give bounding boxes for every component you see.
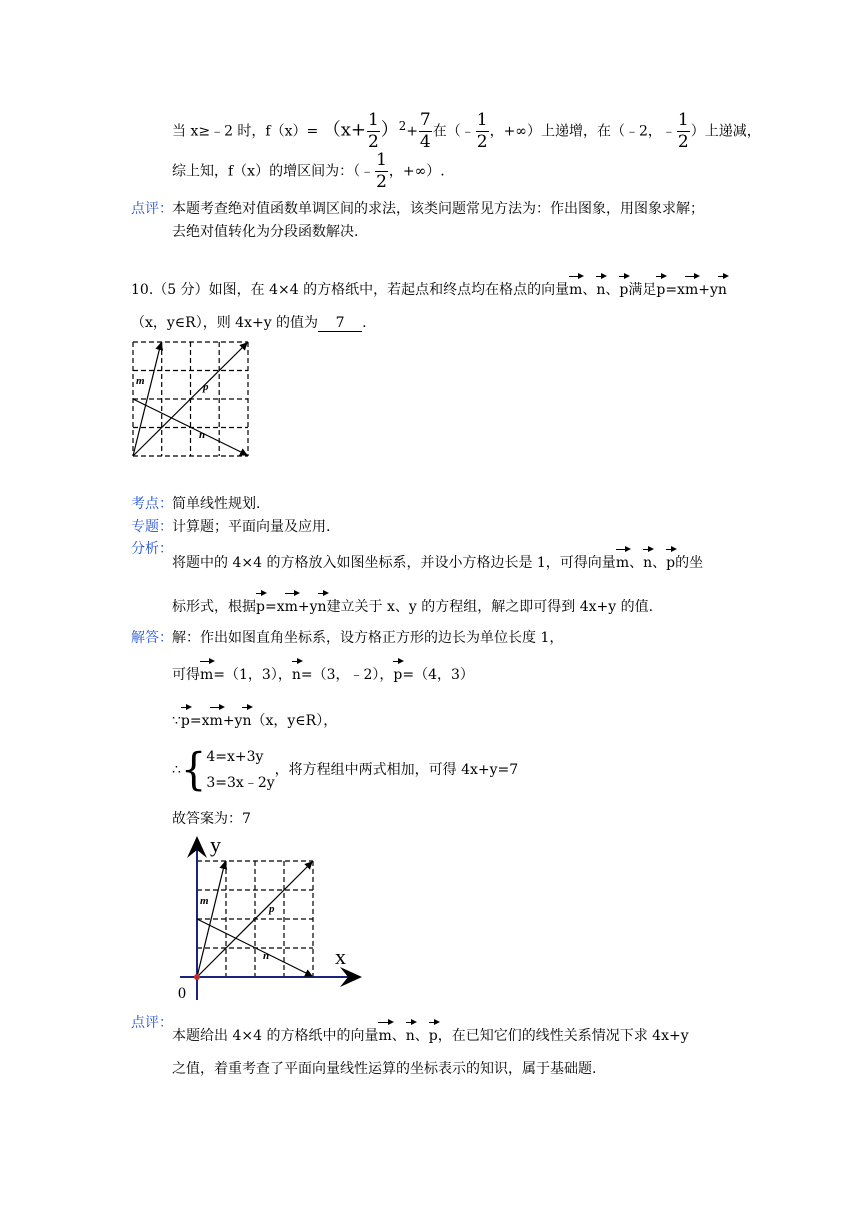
review-line-2: 去绝对值转化为分段函数解决. <box>172 224 359 240</box>
review2-label: 点评： <box>131 1015 173 1031</box>
label-n: n <box>199 429 206 441</box>
question-line-2: （x，y∈R），则 4x+y 的值为 7 . <box>131 315 367 331</box>
y-axis-label: y <box>210 832 221 857</box>
label-m: m <box>136 375 145 387</box>
review-label: 点评： <box>131 201 173 217</box>
review2-line-1: 本题给出 4×4 的方格纸中的向量m、n、p，在已知它们的线性关系情况下求 4x+y <box>172 1028 689 1044</box>
kaodian-label: 考点： <box>131 496 173 512</box>
kaodian-text: 简单线性规划. <box>172 496 261 512</box>
label-m: m <box>200 895 209 907</box>
jieda-line-2: 可得m=（1，3），n=（3，﹣2），p=（4，3） <box>172 667 474 683</box>
fenxi-line-1: 将题中的 4×4 的方格放入如图坐标系，并设小方格边长是 1，可得向量m、n、p的坐 <box>172 555 704 571</box>
label-n: n <box>263 950 270 962</box>
fraction: $\frac{1}{2}$ <box>376 150 387 192</box>
origin-point <box>194 974 200 980</box>
jieda-line-5: 故答案为：7 <box>172 811 251 827</box>
zhuanti-label: 专题： <box>131 519 173 535</box>
x-axis-label: x <box>335 944 346 969</box>
equation-system: 4=x+3y 3=3x﹣2y <box>206 749 275 791</box>
fraction: $\frac{7}{4}$ <box>419 110 431 152</box>
fraction: $\frac{1}{2}$ <box>677 110 689 152</box>
jieda-line-1: 解：作出如图直角坐标系，设方格正方形的边长为单位长度 1， <box>172 630 564 646</box>
equation-brace: { <box>180 744 207 796</box>
coordinate-figure <box>170 832 370 1004</box>
zhuanti-text: 计算题；平面向量及应用. <box>172 519 331 535</box>
review2-line-2: 之值，着重考查了平面向量线性运算的坐标表示的知识，属于基础题. <box>172 1061 597 1077</box>
fraction: $\frac{1}{2}$ <box>476 110 488 152</box>
label-p: p <box>203 381 209 393</box>
vector-m: m <box>569 282 583 298</box>
grid-figure <box>131 340 251 458</box>
solution-line-1: 当 x≥﹣2 时，f（x）= （x+ $\frac{1}{2}$ ）$^2$+ $\frac{7}{4}$ 在（﹣ $\frac{1}{2}$ ，+∞）上递增，在（﹣2，﹣ $\frac{1}{2}$ ）上递减， <box>172 110 761 152</box>
fenxi-line-2: 标形式，根据p=xm+yn建立关于 x、y 的方程组，解之即可得到 4x+y 的值. <box>172 599 654 615</box>
jieda-line-4: ∴{4=x+3y 3=3x﹣2y，将方程组中两式相加，可得 4x+y=7 <box>172 744 519 796</box>
origin-label: 0 <box>178 985 186 1002</box>
jieda-label: 解答： <box>131 630 173 646</box>
review-line-1: 本题考查绝对值函数单调区间的求法，该类问题常见方法为：作出图象，用图象求解； <box>172 201 704 217</box>
label-p: p <box>269 903 275 915</box>
jieda-line-3: ∵p=xm+yn（x，y∈R）， <box>172 713 338 729</box>
answer-blank: 7 <box>318 315 362 332</box>
fenxi-label: 分析： <box>131 541 173 557</box>
solution-line-2: 综上知，f（x）的增区间为：（﹣ $\frac{1}{2}$ ，+∞）. <box>172 150 445 192</box>
fraction: $\frac{1}{2}$ <box>367 110 379 152</box>
question-line-1: 10.（5 分）如图，在 4×4 的方格纸中，若起点和终点均在格点的向量m、n、p满足p=xm+yn <box>131 282 727 298</box>
vector-p: p <box>619 282 629 298</box>
vector-n: n <box>596 282 606 298</box>
